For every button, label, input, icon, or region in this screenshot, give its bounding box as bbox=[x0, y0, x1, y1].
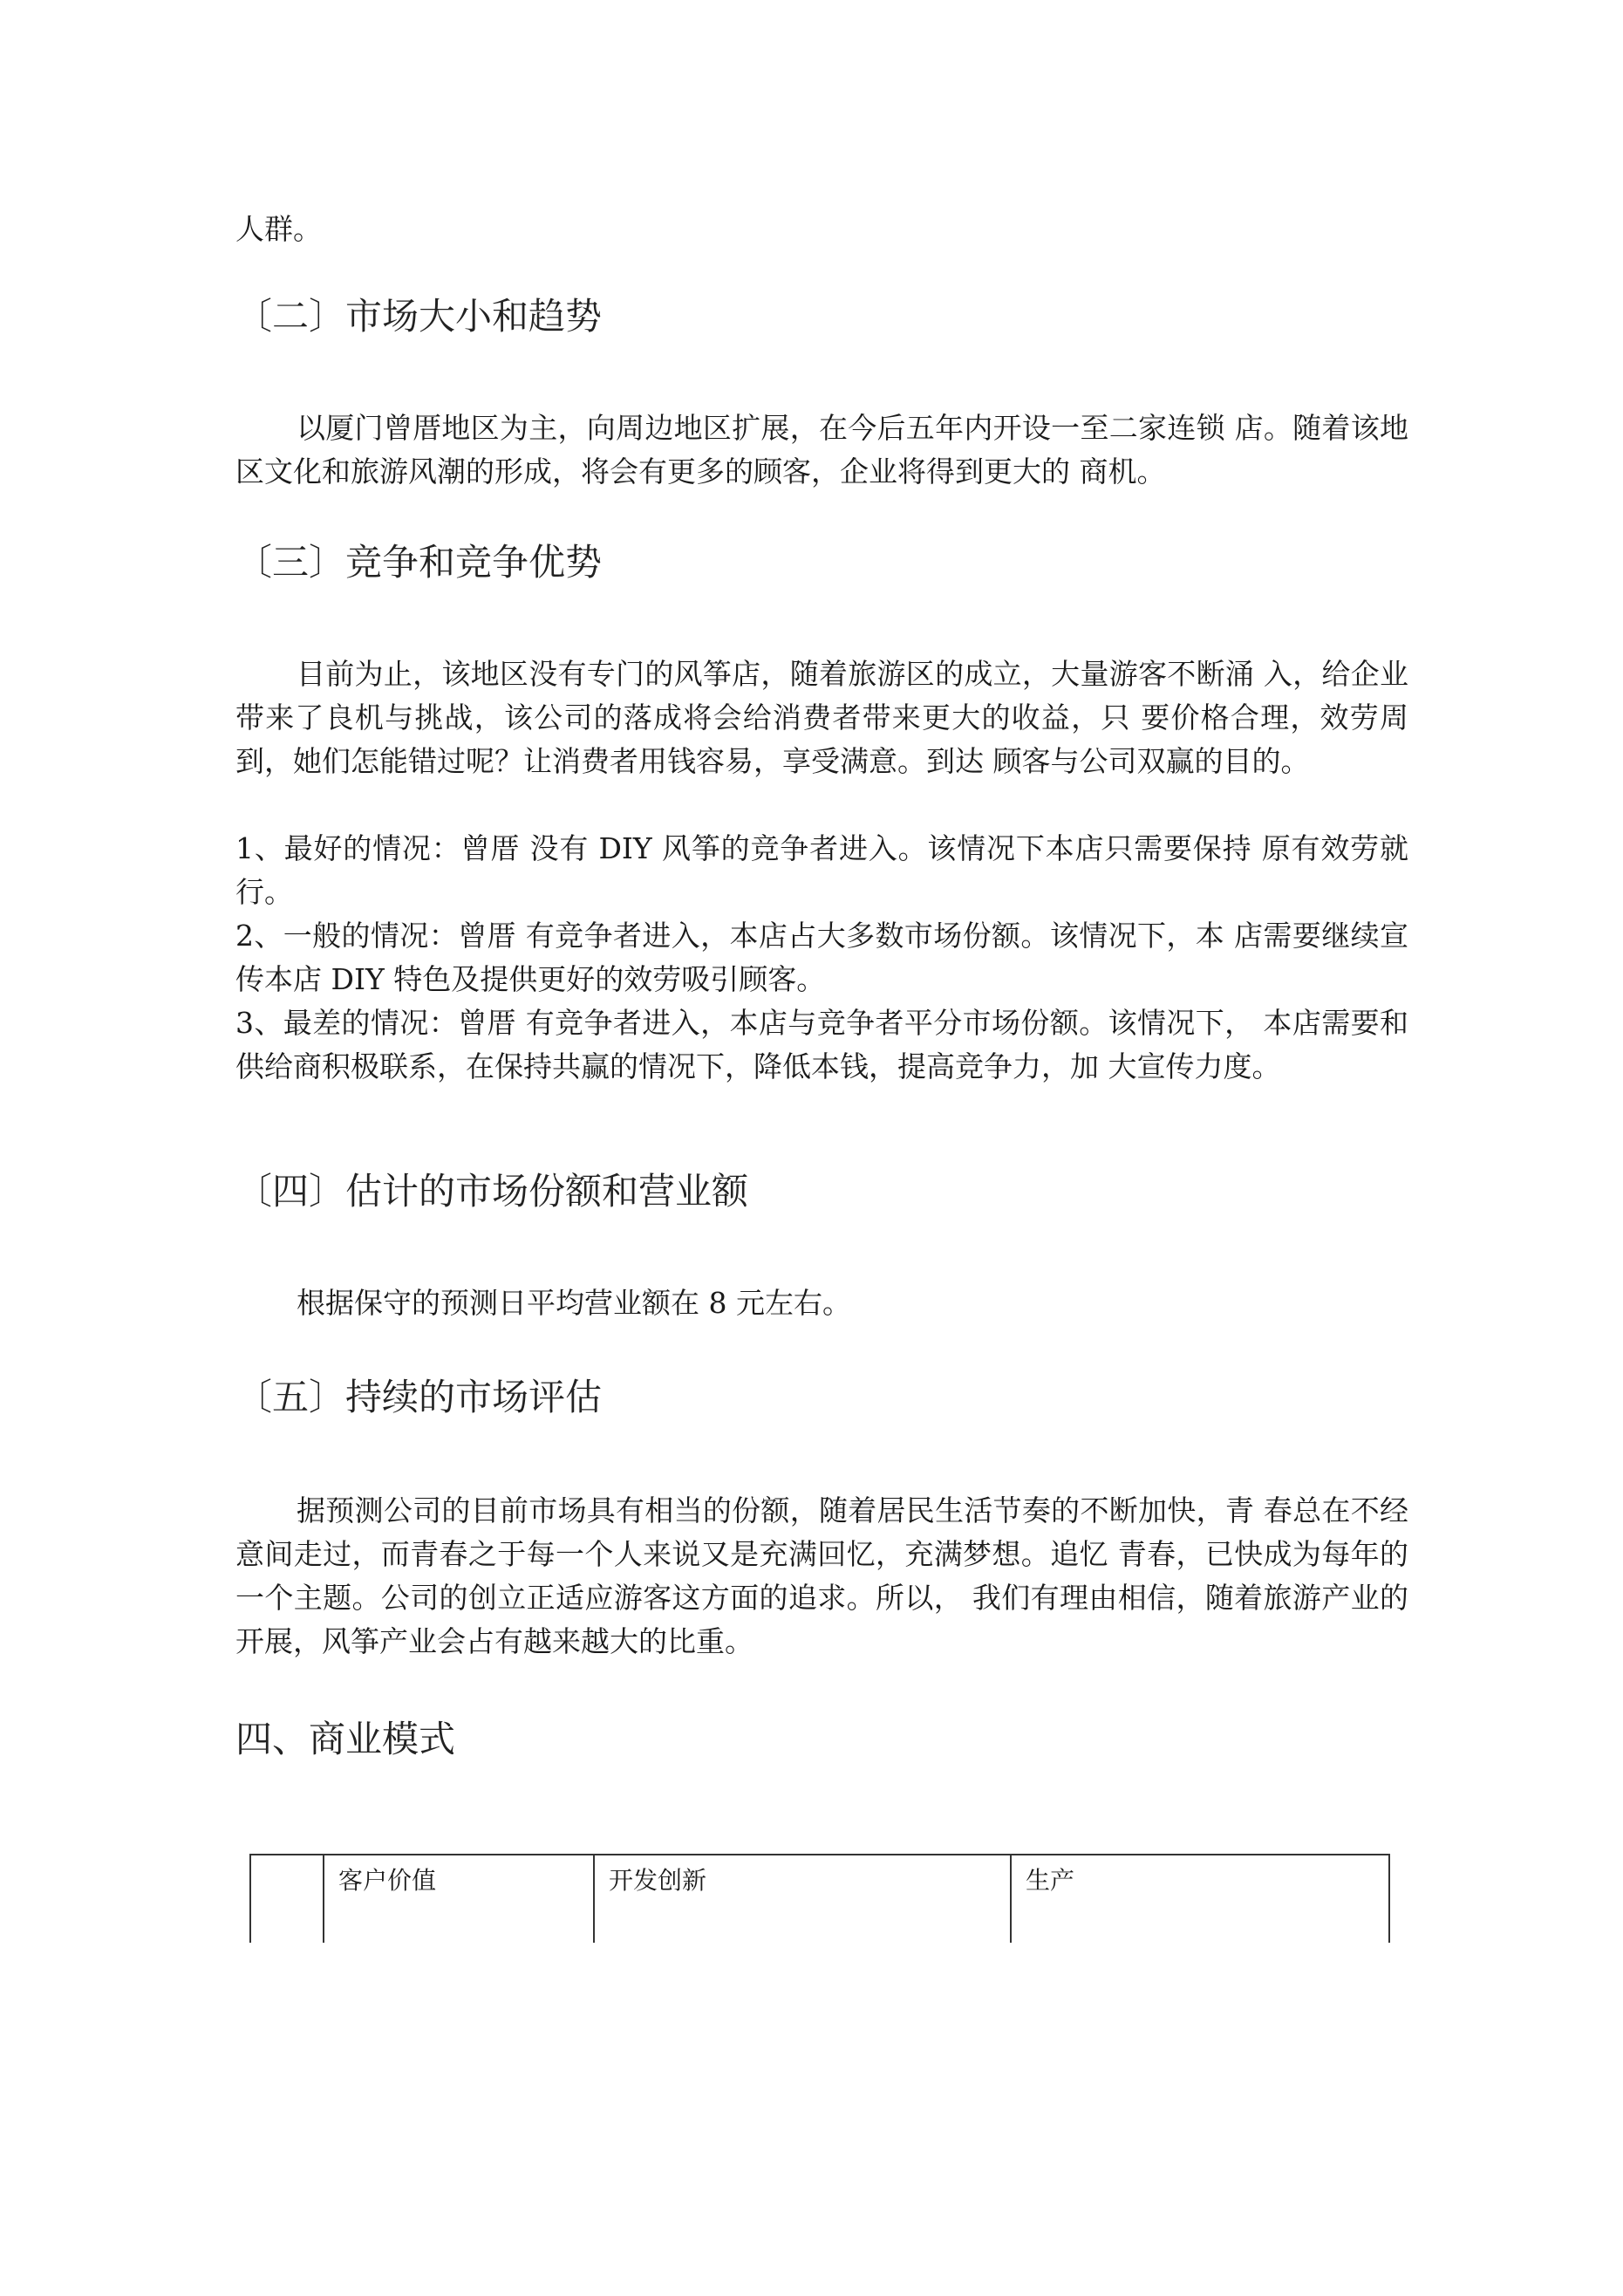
intro-text: 人群。 bbox=[235, 212, 322, 246]
scenario-item-best: 1、最好的情况：曾厝 没有 DIY 风筝的竞争者进入。该情况下本店只需要保持 原有效劳就行。 bbox=[235, 831, 1408, 909]
section-heading-competition: 〔三〕竞争和竞争优势 bbox=[235, 541, 603, 584]
table-header-development: 开发创新 bbox=[593, 1855, 1010, 1943]
competition-paragraph: 目前为止，该地区没有专门的风筝店，随着旅游区的成立，大量游客不断涌 入，给企业带来了良机与挑战，该公司的落成将会给消费者带来更大的收益，只 要价格合理，效劳周到，她们怎能错过呢？让消费者用钱容易，享受满意。到达 顾客与公司双赢的目的。 bbox=[235, 657, 1408, 778]
scenario-item-worst: 3、最差的情况：曾厝 有竞争者进入，本店与竞争者平分市场份额。该情况下， 本店需要和供给商积极联系，在保持共赢的情况下，降低本钱，提高竞争力，加 大宣传力度。 bbox=[235, 1006, 1408, 1083]
section-heading-evaluation: 〔五〕持续的市场评估 bbox=[235, 1376, 603, 1418]
section-heading-share: 〔四〕估计的市场份额和营业额 bbox=[235, 1170, 749, 1213]
scenario-list bbox=[235, 827, 1408, 1089]
section-heading-market-size: 〔二〕市场大小和趋势 bbox=[235, 295, 603, 338]
table-header-customer-value: 客户价值 bbox=[323, 1855, 593, 1943]
share-paragraph: 根据保守的预测日平均营业额在 8 元左右。 bbox=[297, 1286, 851, 1320]
market-size-paragraph: 以厦门曾厝地区为主，向周边地区扩展，在今后五年内开设一至二家连锁 店。随着该地区文化和旅游风潮的形成，将会有更多的顾客，企业将得到更大的 商机。 bbox=[235, 411, 1408, 489]
evaluation-paragraph: 据预测公司的目前市场具有相当的份额，随着居民生活节奏的不断加快，青 春总在不经意间走过，而青春之于每一个人来说又是充满回忆，充满梦想。追忆 青春，已快成为每年的一个主题。公司的创立正适应游客这方面的追求。所以， 我们有理由相信，随着旅游产业的开展，风筝产业会占有越来越大的比重。 bbox=[235, 1493, 1408, 1658]
business-model-heading: 四、商业模式 bbox=[235, 1718, 456, 1760]
table-header-cell-empty bbox=[249, 1855, 323, 1943]
business-model-table bbox=[249, 1854, 1390, 1943]
table-header-production: 生产 bbox=[1010, 1855, 1390, 1943]
scenario-item-normal: 2、一般的情况：曾厝 有竞争者进入，本店占大多数市场份额。该情况下，本 店需要继续宣传本店 DIY 特色及提供更好的效劳吸引顾客。 bbox=[235, 919, 1408, 996]
